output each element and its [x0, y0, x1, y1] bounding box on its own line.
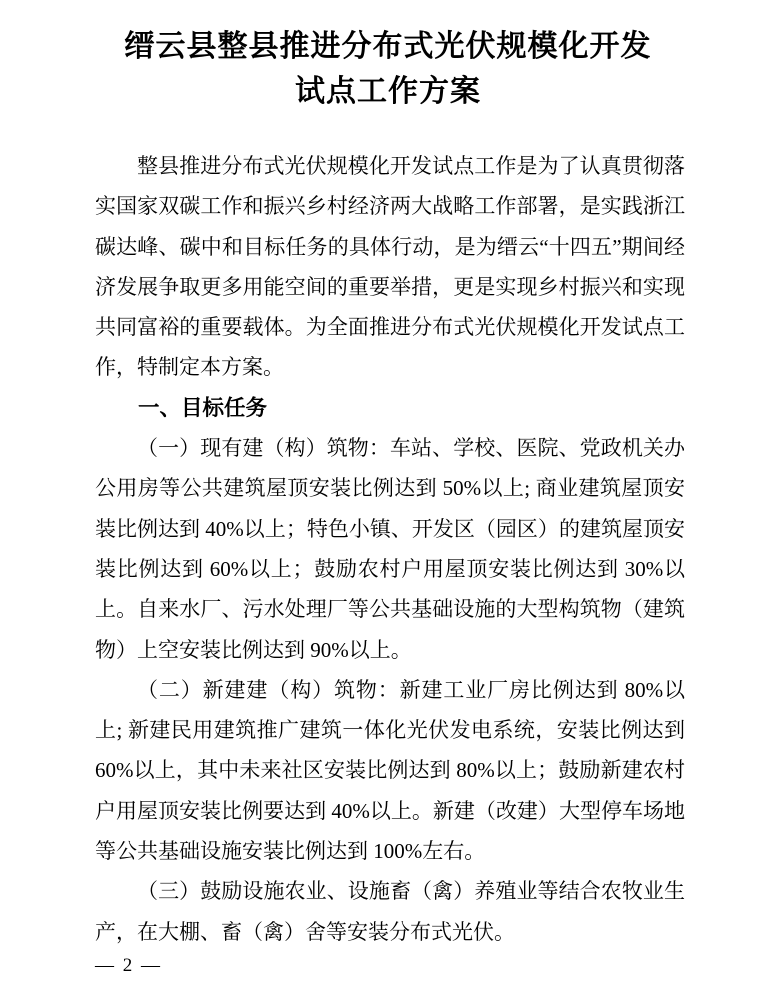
- page-number: — 2 —: [95, 955, 162, 976]
- title-line-1: 缙云县整县推进分布式光伏规模化开发: [124, 30, 652, 63]
- item-paragraph-existing-buildings: （一）现有建（构）筑物：车站、学校、医院、党政机关办公用房等公共建筑屋顶安装比例达到 50%以上; 商业建筑屋顶安装比例达到 40%以上；特色小镇、开发区（园区）的建筑屋顶安装比例达到 60%以上；鼓励农村户用屋顶安装比例达到 30%以上。自来水厂、污水处理厂等公共基础设施的大型构筑物（建筑物）上空安装比例达到 90%以上。: [95, 436, 685, 662]
- intro-paragraph: 整县推进分布式光伏规模化开发试点工作是为了认真贯彻落实国家双碳工作和振兴乡村经济两大战略工作部署，是实践浙江碳达峰、碳中和目标任务的具体行动，是为缙云“十四五”期间经济发展争取更多用能空间的重要举措，更是实现乡村振兴和实现共同富裕的重要载体。为全面推进分布式光伏规模化开发试点工作，特制定本方案。: [95, 154, 685, 380]
- item-paragraph-new-buildings: （二）新建建（构）筑物：新建工业厂房比例达到 80%以上; 新建民用建筑推广建筑一体化光伏发电系统，安装比例达到 60%以上，其中未来社区安装比例达到 80%以上；鼓励新建农村户用屋顶安装比例要达到 40%以上。新建（改建）大型停车场地等公共基础设施安装比例达到 100%左右。: [95, 677, 685, 864]
- item-paragraph-agriculture: （三）鼓励设施农业、设施畜（禽）养殖业等结合农牧业生产，在大棚、畜（禽）舍等安装分布式光伏。: [95, 879, 685, 944]
- title-line-2: 试点工作方案: [295, 75, 481, 108]
- page-title: [0, 0, 776, 114]
- document-body: [95, 146, 685, 952]
- section-heading-goals: 一、目标任务: [138, 395, 268, 420]
